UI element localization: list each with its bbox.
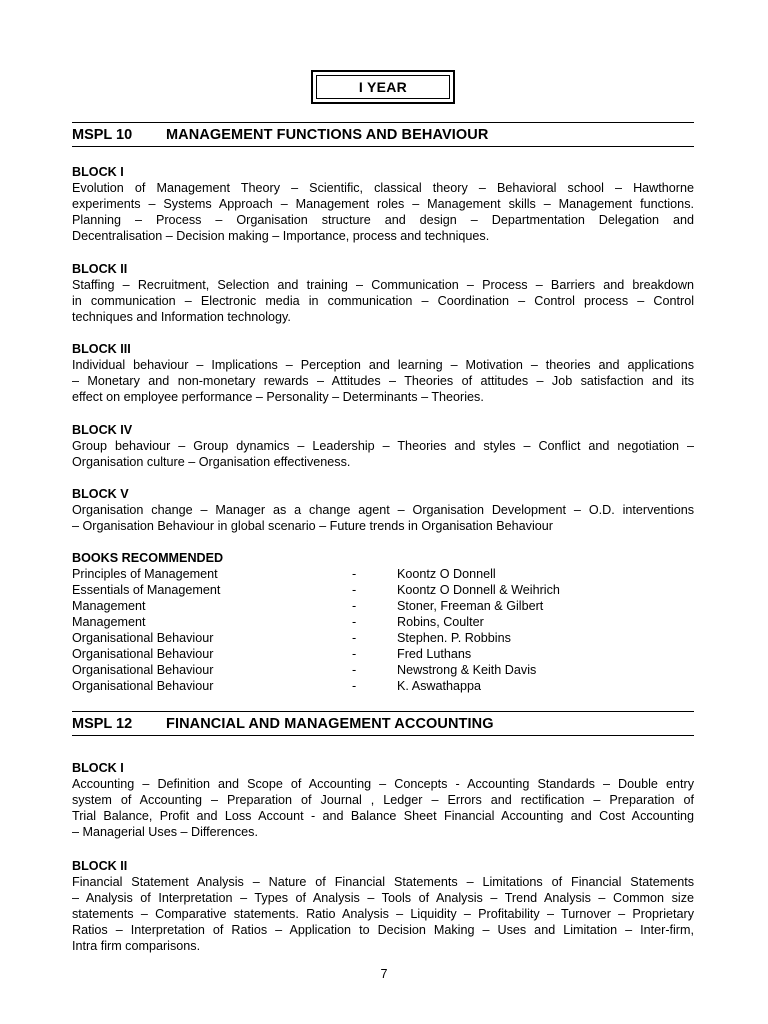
book-author: Stephen. P. Robbins	[397, 631, 511, 645]
course-header-mspl12	[72, 711, 694, 736]
book-title: Management	[72, 615, 146, 629]
block-title: BLOCK III	[72, 342, 131, 356]
course-header-mspl10	[72, 122, 694, 147]
block-text-line: Accounting – Definition and Scope of Accounting – Concepts - Accounting Standards – Double entry	[72, 777, 694, 791]
block-text-line: Ratios – Interpretation of Ratios – Application to Decision Making – Uses and Limitation – Inter-firm,	[72, 923, 694, 937]
book-row	[72, 598, 694, 614]
block-text-line: – Organisation Behaviour in global scenario – Future trends in Organisation Behaviour	[72, 519, 553, 533]
course2-block-1	[72, 760, 694, 840]
book-author: K. Aswathappa	[397, 679, 482, 693]
book-author: Koontz O Donnell & Weihrich	[397, 583, 560, 597]
book-row	[72, 630, 694, 646]
block-title: BLOCK V	[72, 487, 129, 501]
book-row	[72, 566, 694, 582]
year-heading: I YEAR	[316, 75, 450, 99]
book-row	[72, 582, 694, 598]
block-text-line: Evolution of Management Theory – Scientific, classical theory – Behavioral school – Hawthorne	[72, 181, 694, 195]
course1-block-5	[72, 486, 694, 534]
block-text-line: in communication – Electronic media in communication – Coordination – Control process – Control	[72, 294, 694, 308]
book-title: Organisational Behaviour	[72, 663, 214, 677]
block-text-line: Individual behaviour – Implications – Perception and learning – Motivation – theories and applications	[72, 358, 694, 372]
course-code: MSPL 12	[72, 715, 133, 732]
book-row	[72, 646, 694, 662]
block-title: BLOCK I	[72, 165, 124, 179]
block-text-line: Financial Statement Analysis – Nature of Financial Statements – Limitations of Financial Statements	[72, 875, 694, 889]
book-separator: -	[352, 615, 357, 629]
block-text-line: techniques and Information technology.	[72, 310, 291, 324]
block-text-line: Group behaviour – Group dynamics – Leadership – Theories and styles – Conflict and negotiation –	[72, 439, 694, 453]
block-text-line: – Monetary and non-monetary rewards – Attitudes – Theories of attitudes – Job satisfaction and its	[72, 374, 694, 388]
block-text-line: Planning – Process – Organisation structure and design – Departmentation Delegation and	[72, 213, 694, 227]
book-separator: -	[352, 647, 357, 661]
book-separator: -	[352, 583, 357, 597]
block-text-line: system of Accounting – Preparation of Journal , Ledger – Errors and rectification – Preparation of	[72, 793, 694, 807]
book-author: Fred Luthans	[397, 647, 472, 661]
year-heading-box	[311, 70, 455, 104]
block-text-line: – Analysis of Interpretation – Types of Analysis – Tools of Analysis – Trend Analysis – Common size	[72, 891, 694, 905]
block-text-line: statements – Comparative statements. Ratio Analysis – Liquidity – Profitability – Turnover – Proprietary	[72, 907, 694, 921]
course-code: MSPL 10	[72, 126, 133, 143]
book-title: Essentials of Management	[72, 583, 221, 597]
course1-block-4	[72, 422, 694, 470]
book-author: Robins, Coulter	[397, 615, 484, 629]
book-title: Principles of Management	[72, 567, 218, 581]
block-title: BLOCK II	[72, 859, 128, 873]
block-text-line: Intra firm comparisons.	[72, 939, 201, 953]
book-row	[72, 662, 694, 678]
book-title: Organisational Behaviour	[72, 679, 214, 693]
book-separator: -	[352, 631, 357, 645]
book-author: Newstrong & Keith Davis	[397, 663, 537, 677]
book-separator: -	[352, 663, 357, 677]
block-title: BLOCK II	[72, 262, 128, 276]
block-text-line: – Managerial Uses – Differences.	[72, 825, 258, 839]
course-title: MANAGEMENT FUNCTIONS AND BEHAVIOUR	[166, 126, 489, 143]
book-row	[72, 678, 694, 694]
book-separator: -	[352, 679, 357, 693]
block-text-line: effect on employee performance – Personality – Determinants – Theories.	[72, 390, 484, 404]
books-heading: BOOKS RECOMMENDED	[72, 551, 224, 565]
book-separator: -	[352, 599, 357, 613]
book-title: Organisational Behaviour	[72, 631, 214, 645]
books-recommended	[72, 550, 694, 694]
book-title: Management	[72, 599, 146, 613]
page-number: 7	[380, 967, 388, 981]
block-text-line: experiments – Systems Approach – Management roles – Management skills – Management functions.	[72, 197, 694, 211]
course1-block-2	[72, 261, 694, 325]
book-separator: -	[352, 567, 357, 581]
block-text-line: Trial Balance, Profit and Loss Account - and Balance Sheet Financial Accounting and Cost Accounting	[72, 809, 694, 823]
course1-block-1	[72, 164, 694, 244]
block-text-line: Organisation culture – Organisation effectiveness.	[72, 455, 351, 469]
book-author: Koontz O Donnell	[397, 567, 496, 581]
block-text-line: Decentralisation – Decision making – Importance, process and techniques.	[72, 229, 490, 243]
book-row	[72, 614, 694, 630]
block-text-line: Staffing – Recruitment, Selection and training – Communication – Process – Barriers and breakdown	[72, 278, 694, 292]
course-title: FINANCIAL AND MANAGEMENT ACCOUNTING	[166, 715, 494, 732]
block-text-line: Organisation change – Manager as a change agent – Organisation Development – O.D. interventions	[72, 503, 694, 517]
book-title: Organisational Behaviour	[72, 647, 214, 661]
course1-block-3	[72, 341, 694, 405]
block-title: BLOCK IV	[72, 423, 133, 437]
block-title: BLOCK I	[72, 761, 124, 775]
course2-block-2	[72, 858, 694, 954]
book-author: Stoner, Freeman & Gilbert	[397, 599, 544, 613]
